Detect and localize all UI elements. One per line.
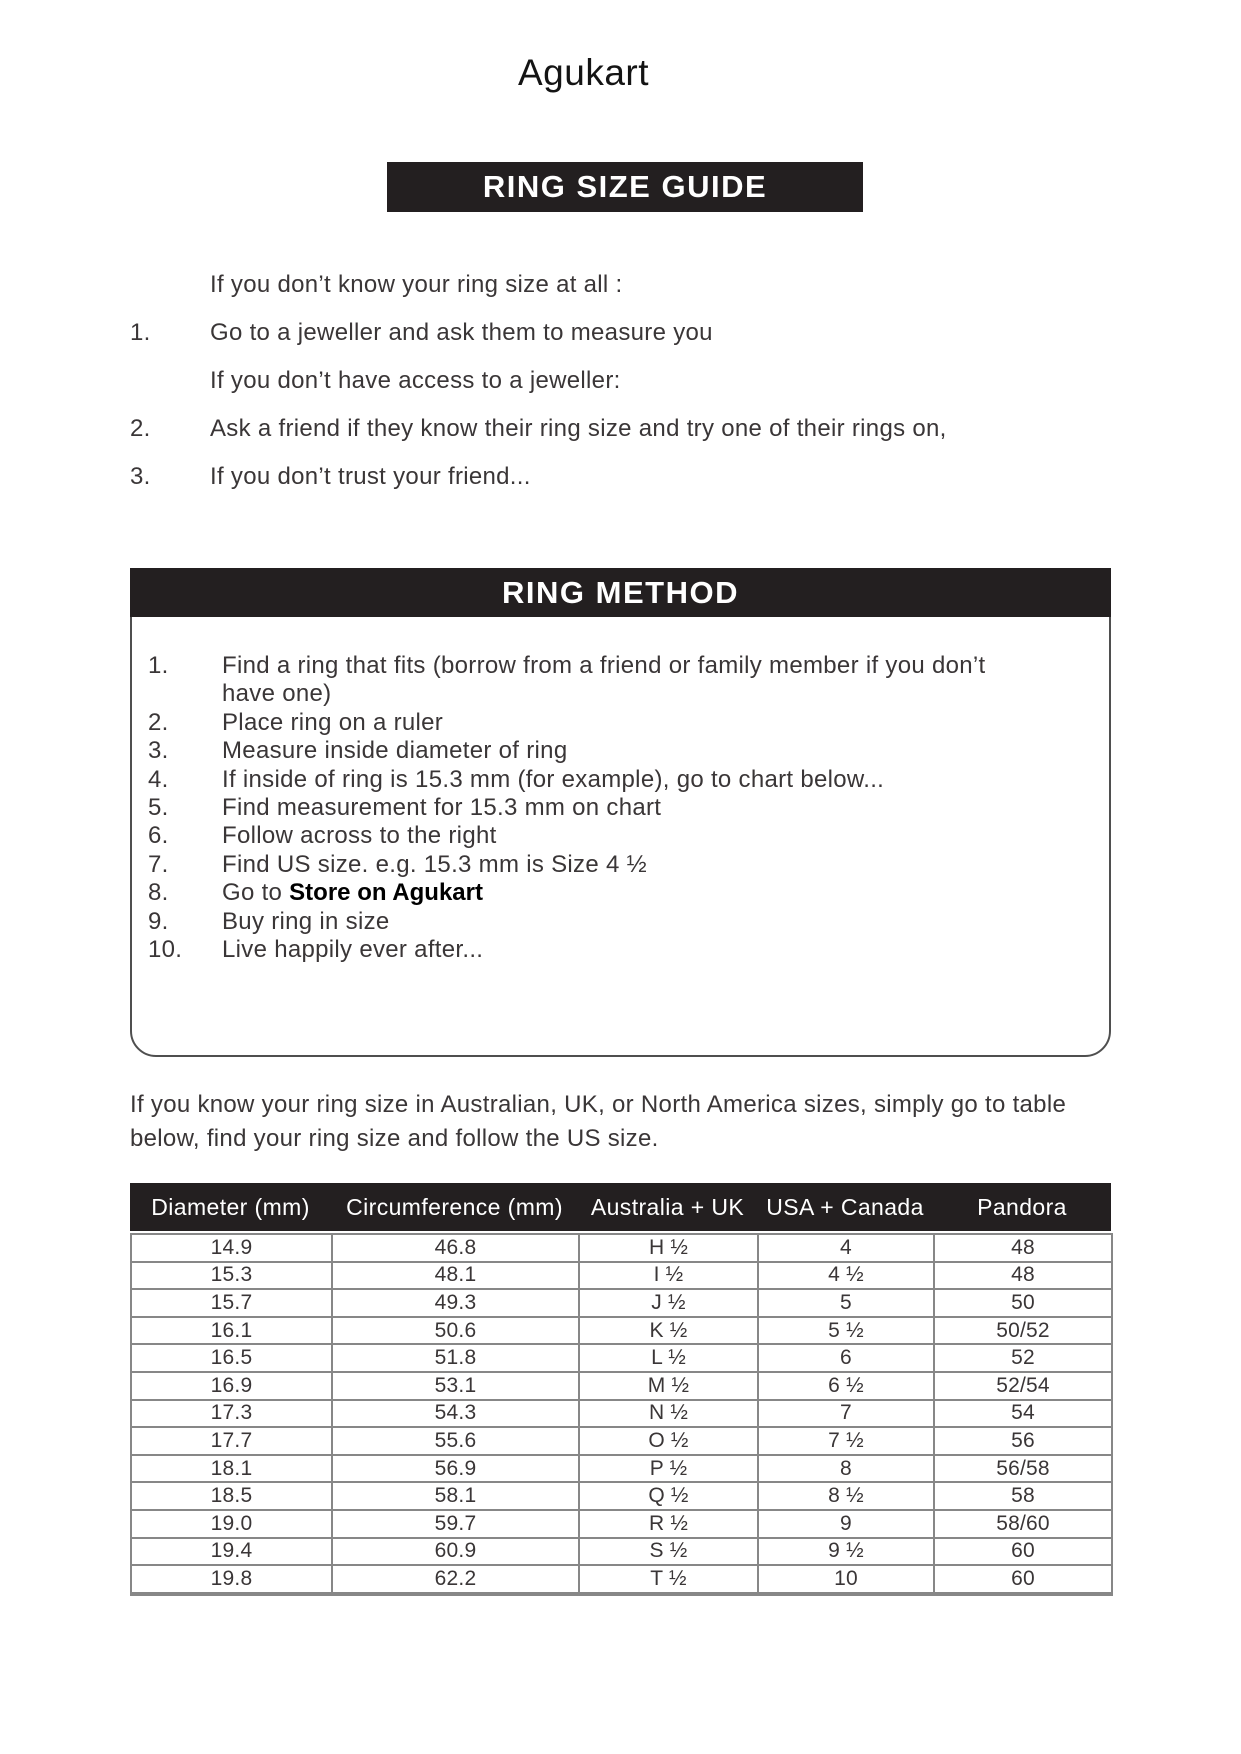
method-step-number: 8. [148, 879, 169, 907]
table-cell: 8 ½ [758, 1482, 934, 1510]
intro-line-text: Go to a jeweller and ask them to measure you [210, 319, 713, 346]
table-cell: 53.1 [332, 1372, 579, 1400]
table-cell: 49.3 [332, 1289, 579, 1317]
table-row [131, 1344, 1112, 1372]
intro-list [130, 261, 1090, 501]
table-cell: 52 [934, 1344, 1112, 1372]
table-row [131, 1400, 1112, 1428]
method-step-text: Measure inside diameter of ring [222, 737, 568, 765]
table-cell: R ½ [579, 1510, 758, 1538]
table-row [131, 1317, 1112, 1345]
table-cell: 55.6 [332, 1427, 579, 1455]
table-row [131, 1234, 1112, 1262]
table-cell: 8 [758, 1455, 934, 1483]
method-step [148, 737, 1048, 765]
table-row [131, 1482, 1112, 1510]
table-cell: 5 [758, 1289, 934, 1317]
table-cell: 17.7 [131, 1427, 332, 1455]
table-cell: 16.9 [131, 1372, 332, 1400]
size-table-body [131, 1234, 1112, 1594]
method-step [148, 908, 1048, 936]
table-cell: 18.1 [131, 1455, 332, 1483]
table-cell: 6 ½ [758, 1372, 934, 1400]
table-cell: H ½ [579, 1234, 758, 1262]
table-row [131, 1289, 1112, 1317]
table-cell: 58 [934, 1482, 1112, 1510]
table-cell: 48.1 [332, 1262, 579, 1290]
table-cell: O ½ [579, 1427, 758, 1455]
table-cell: 19.0 [131, 1510, 332, 1538]
intro-line [130, 261, 1090, 309]
method-step-text: Place ring on a ruler [222, 708, 444, 736]
ring-method-header [130, 568, 1111, 617]
brand-title: Agukart [518, 52, 650, 93]
intro-line [130, 405, 1090, 453]
table-cell: J ½ [579, 1289, 758, 1317]
table-cell: 15.7 [131, 1289, 332, 1317]
intro-line [130, 357, 1090, 405]
size-table-header-cell: Diameter (mm) [151, 1193, 310, 1220]
method-step-number: 6. [148, 822, 169, 850]
table-cell: L ½ [579, 1344, 758, 1372]
table-cell: 14.9 [131, 1234, 332, 1262]
method-step-text: Live happily ever after... [222, 936, 484, 964]
table-cell: 50 [934, 1289, 1112, 1317]
method-step [148, 851, 1048, 879]
table-row [131, 1372, 1112, 1400]
method-step [148, 879, 1048, 907]
table-cell: I ½ [579, 1262, 758, 1290]
table-cell: N ½ [579, 1400, 758, 1428]
method-step-text: Find a ring that fits (borrow from a friend or family member if you don’t have one) [222, 652, 986, 708]
intro-line-number: 1. [130, 319, 151, 346]
table-cell: 4 [758, 1234, 934, 1262]
intro-line-text: Ask a friend if they know their ring size and try one of their rings on, [210, 415, 947, 442]
table-cell: 54 [934, 1400, 1112, 1428]
intro-line-text: If you don’t know your ring size at all : [210, 271, 623, 298]
method-step [148, 936, 1048, 964]
table-row [131, 1455, 1112, 1483]
store-on-agukart-link[interactable]: Store on Agukart [289, 879, 483, 907]
table-cell: 16.5 [131, 1344, 332, 1372]
table-cell: 19.8 [131, 1565, 332, 1594]
table-cell: M ½ [579, 1372, 758, 1400]
intro-line-text: If you don’t have access to a jeweller: [210, 367, 621, 394]
intro-line-text: If you don’t trust your friend... [210, 463, 531, 490]
table-cell: 60.9 [332, 1538, 579, 1566]
method-step-number: 7. [148, 850, 169, 878]
table-cell: K ½ [579, 1317, 758, 1345]
ring-size-guide-banner-label: RING SIZE GUIDE [482, 169, 768, 204]
method-step-number: 10. [148, 936, 183, 964]
table-cell: 9 [758, 1510, 934, 1538]
table-cell: 50.6 [332, 1317, 579, 1345]
table-cell: 15.3 [131, 1262, 332, 1290]
method-step [148, 822, 1048, 850]
table-cell: 18.5 [131, 1482, 332, 1510]
intro-line [130, 309, 1090, 357]
table-cell: 50/52 [934, 1317, 1112, 1345]
table-cell: 19.4 [131, 1538, 332, 1566]
table-cell: 56.9 [332, 1455, 579, 1483]
table-note-paragraph: If you know your ring size in Australian, UK, or North America sizes, simply go to table below, find your ring size and follow the US size. [130, 1091, 1067, 1152]
table-cell: P ½ [579, 1455, 758, 1483]
size-table-header-cell: Circumference (mm) [346, 1193, 563, 1220]
method-step-number: 1. [148, 652, 169, 679]
intro-line [130, 453, 1090, 501]
table-cell: 48 [934, 1234, 1112, 1262]
ring-size-guide-banner [387, 162, 863, 212]
ring-method-steps [148, 652, 1048, 964]
ring-method-title: RING METHOD [502, 574, 739, 610]
size-table-header-cell: Australia + UK [590, 1193, 745, 1220]
table-cell: 10 [758, 1565, 934, 1594]
table-cell: S ½ [579, 1538, 758, 1566]
table-cell: 59.7 [332, 1510, 579, 1538]
table-cell: 9 ½ [758, 1538, 934, 1566]
size-table [130, 1233, 1113, 1596]
method-step-number: 3. [148, 737, 169, 765]
method-step-number: 9. [148, 907, 169, 935]
table-row [131, 1565, 1112, 1594]
table-cell: 5 ½ [758, 1317, 934, 1345]
method-step [148, 766, 1048, 794]
table-cell: 16.1 [131, 1317, 332, 1345]
method-step [148, 709, 1048, 737]
method-step [148, 652, 1048, 709]
method-step-text: Follow across to the right [222, 822, 497, 850]
method-step-number: 5. [148, 794, 169, 822]
table-row [131, 1262, 1112, 1290]
method-step-text: Buy ring in size [222, 907, 390, 935]
table-cell: 56/58 [934, 1455, 1112, 1483]
intro-line-number: 3. [130, 463, 151, 490]
method-step [148, 794, 1048, 822]
table-cell: T ½ [579, 1565, 758, 1594]
method-step-text: Go to Store on Agukart [222, 879, 483, 907]
method-step-text: If inside of ring is 15.3 mm (for example), go to chart below... [222, 765, 885, 793]
size-table-header-row [130, 1183, 1111, 1231]
table-cell: 4 ½ [758, 1262, 934, 1290]
size-table-header-cell: Pandora [977, 1193, 1067, 1220]
method-step-number: 4. [148, 765, 169, 793]
table-row [131, 1427, 1112, 1455]
table-cell: 52/54 [934, 1372, 1112, 1400]
table-cell: 58/60 [934, 1510, 1112, 1538]
table-cell: 46.8 [332, 1234, 579, 1262]
ring-method-box [130, 568, 1111, 1057]
table-cell: 56 [934, 1427, 1112, 1455]
method-step-text: Find US size. e.g. 15.3 mm is Size 4 ½ [222, 850, 647, 878]
table-row [131, 1510, 1112, 1538]
table-cell: 6 [758, 1344, 934, 1372]
intro-line-number: 2. [130, 415, 151, 442]
table-cell: 7 [758, 1400, 934, 1428]
table-cell: 48 [934, 1262, 1112, 1290]
method-step-number: 2. [148, 708, 169, 736]
table-cell: Q ½ [579, 1482, 758, 1510]
table-cell: 58.1 [332, 1482, 579, 1510]
size-table-header-cell: USA + Canada [766, 1193, 924, 1220]
table-cell: 7 ½ [758, 1427, 934, 1455]
table-cell: 54.3 [332, 1400, 579, 1428]
table-cell: 51.8 [332, 1344, 579, 1372]
table-cell: 17.3 [131, 1400, 332, 1428]
table-cell: 60 [934, 1538, 1112, 1566]
table-cell: 60 [934, 1565, 1112, 1594]
method-step-text: Find measurement for 15.3 mm on chart [222, 794, 662, 822]
table-cell: 62.2 [332, 1565, 579, 1594]
table-row [131, 1538, 1112, 1566]
